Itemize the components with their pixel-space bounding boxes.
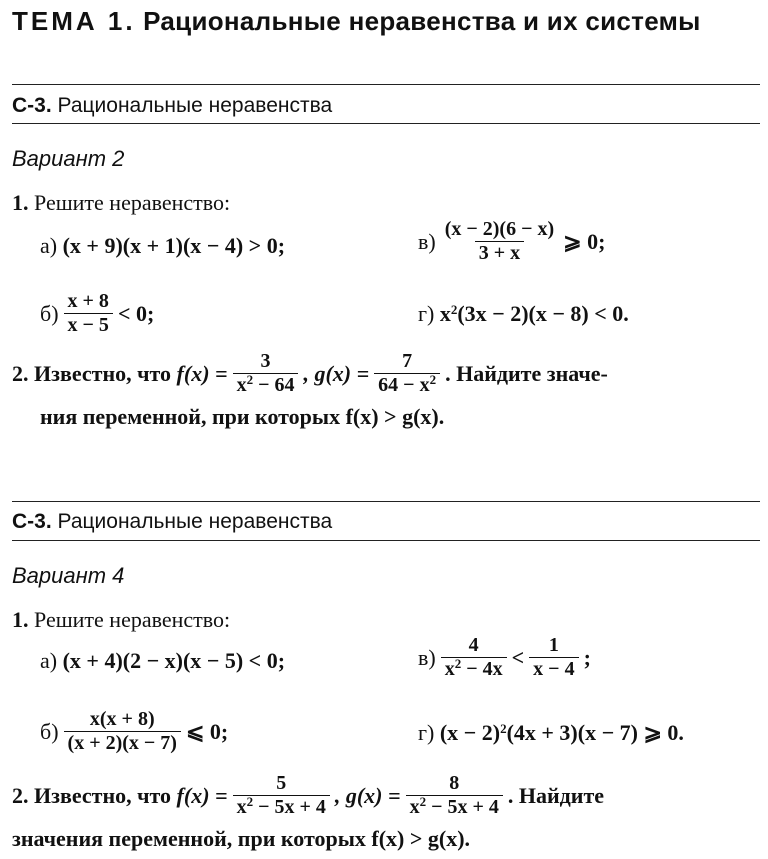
item-tail: ⩾ 0; xyxy=(563,228,606,254)
item-label: б) xyxy=(40,718,59,744)
fraction xyxy=(406,772,503,819)
expr-sup: 2 xyxy=(450,302,458,317)
task-continuation: ния переменной, при которых f(x) > g(x). xyxy=(40,404,445,429)
item-b xyxy=(40,708,228,755)
item-tail: ⩽ 0; xyxy=(185,718,229,744)
section-heading xyxy=(12,510,332,534)
fraction-numerator: 7 xyxy=(402,350,413,372)
fraction-denominator: x − 5 xyxy=(64,313,113,337)
expr-post: (4x + 3)(x − 7) ⩾ 0. xyxy=(506,720,684,745)
topic-title: Рациональные неравенства и их системы xyxy=(143,6,701,36)
fraction-denominator: $x^2 - 4x$ xyxy=(441,657,507,681)
item-label: б) xyxy=(40,300,59,326)
topic-label: ТЕМА 1. xyxy=(12,6,136,36)
item-b xyxy=(40,290,154,337)
fraction-numerator: 8 xyxy=(449,772,460,794)
task-find: . Найдите значе- xyxy=(445,360,608,386)
comparison-sign: < xyxy=(511,644,525,670)
fraction-denominator: (x + 2)(x − 7) xyxy=(64,731,181,755)
item-expression: (x + 4)(2 − x)(x − 5) < 0; xyxy=(62,648,286,673)
fraction xyxy=(529,634,578,681)
fraction-numerator: x(x + 8) xyxy=(89,708,155,730)
task-2-line-2 xyxy=(12,826,470,852)
section-heading xyxy=(12,94,332,118)
fraction-denominator: $x^2 - 64$ xyxy=(233,373,299,397)
section-title: Рациональные неравенства xyxy=(57,510,333,533)
page-title xyxy=(12,6,701,37)
fraction xyxy=(64,290,113,337)
variant-title: Вариант 4 xyxy=(12,563,125,588)
task-continuation: значения переменной, при которых f(x) > g(x). xyxy=(12,826,471,851)
task-2-line-1 xyxy=(12,350,608,397)
fraction-numerator: (x − 2)(6 − x) xyxy=(444,218,555,240)
fraction-numerator: 5 xyxy=(276,772,287,794)
section-code: С-3. xyxy=(12,94,52,117)
item-label: г) xyxy=(418,301,435,326)
expr-sup: 2 xyxy=(500,721,507,736)
fraction-denominator: 3 + x xyxy=(475,241,524,265)
section-rule-bottom xyxy=(12,540,760,541)
fraction-denominator: x − 4 xyxy=(529,657,578,681)
section-title: Рациональные неравенства xyxy=(57,94,333,117)
task-number: 1. xyxy=(12,607,29,632)
item-label: г) xyxy=(418,720,435,745)
item-a xyxy=(40,233,285,259)
task-intro: Известно, что xyxy=(34,782,172,808)
item-label: а) xyxy=(40,233,58,258)
item-label: в) xyxy=(418,644,436,670)
expr-pre: x xyxy=(439,301,451,326)
fraction xyxy=(233,772,330,819)
function-g: , g(x) = xyxy=(334,782,401,808)
fraction-numerator: 4 xyxy=(468,634,479,656)
function-g: , g(x) = xyxy=(303,360,370,386)
item-label: в) xyxy=(418,228,436,254)
task-number: 1. xyxy=(12,190,29,215)
fraction-numerator: 1 xyxy=(548,634,559,656)
task-find: . Найдите xyxy=(507,782,605,808)
task-text: Решите неравенство: xyxy=(34,190,231,215)
item-tail: ; xyxy=(583,644,591,670)
task-text: Решите неравенство: xyxy=(34,607,231,632)
function-f: f(x) = xyxy=(176,782,228,808)
fraction xyxy=(64,708,181,755)
fraction-denominator: $x^2 - 5x + 4$ xyxy=(406,795,503,819)
task-intro: Известно, что xyxy=(34,360,172,386)
section-rule-bottom xyxy=(12,123,760,124)
item-g xyxy=(418,720,684,746)
task-number: 2. xyxy=(12,782,29,808)
fraction xyxy=(441,634,507,681)
fraction xyxy=(374,350,440,397)
task-1-heading xyxy=(12,190,230,216)
item-g xyxy=(418,301,629,327)
variant-title: Вариант 2 xyxy=(12,146,125,171)
function-f: f(x) = xyxy=(176,360,228,386)
item-expression: (x + 9)(x + 1)(x − 4) > 0; xyxy=(62,233,286,258)
fraction-denominator: $x^2 - 5x + 4$ xyxy=(233,795,330,819)
item-v xyxy=(418,634,591,681)
section-rule-top xyxy=(12,84,760,85)
item-tail: < 0; xyxy=(117,300,155,326)
task-1-heading xyxy=(12,607,230,633)
task-2-line-1 xyxy=(12,772,604,819)
section-code: С-3. xyxy=(12,510,52,533)
fraction-denominator: $64 - x^2$ xyxy=(374,373,440,397)
expr-post: (3x − 2)(x − 8) < 0. xyxy=(457,301,629,326)
item-a xyxy=(40,648,285,674)
fraction xyxy=(441,218,558,265)
fraction-numerator: 3 xyxy=(260,350,271,372)
expr-pre: (x − 2) xyxy=(439,720,501,745)
fraction-numerator: x + 8 xyxy=(67,290,109,312)
task-number: 2. xyxy=(12,360,29,386)
item-v xyxy=(418,218,605,265)
item-label: а) xyxy=(40,648,58,673)
section-rule-top xyxy=(12,501,760,502)
fraction xyxy=(233,350,299,397)
task-2-line-2 xyxy=(40,404,444,430)
